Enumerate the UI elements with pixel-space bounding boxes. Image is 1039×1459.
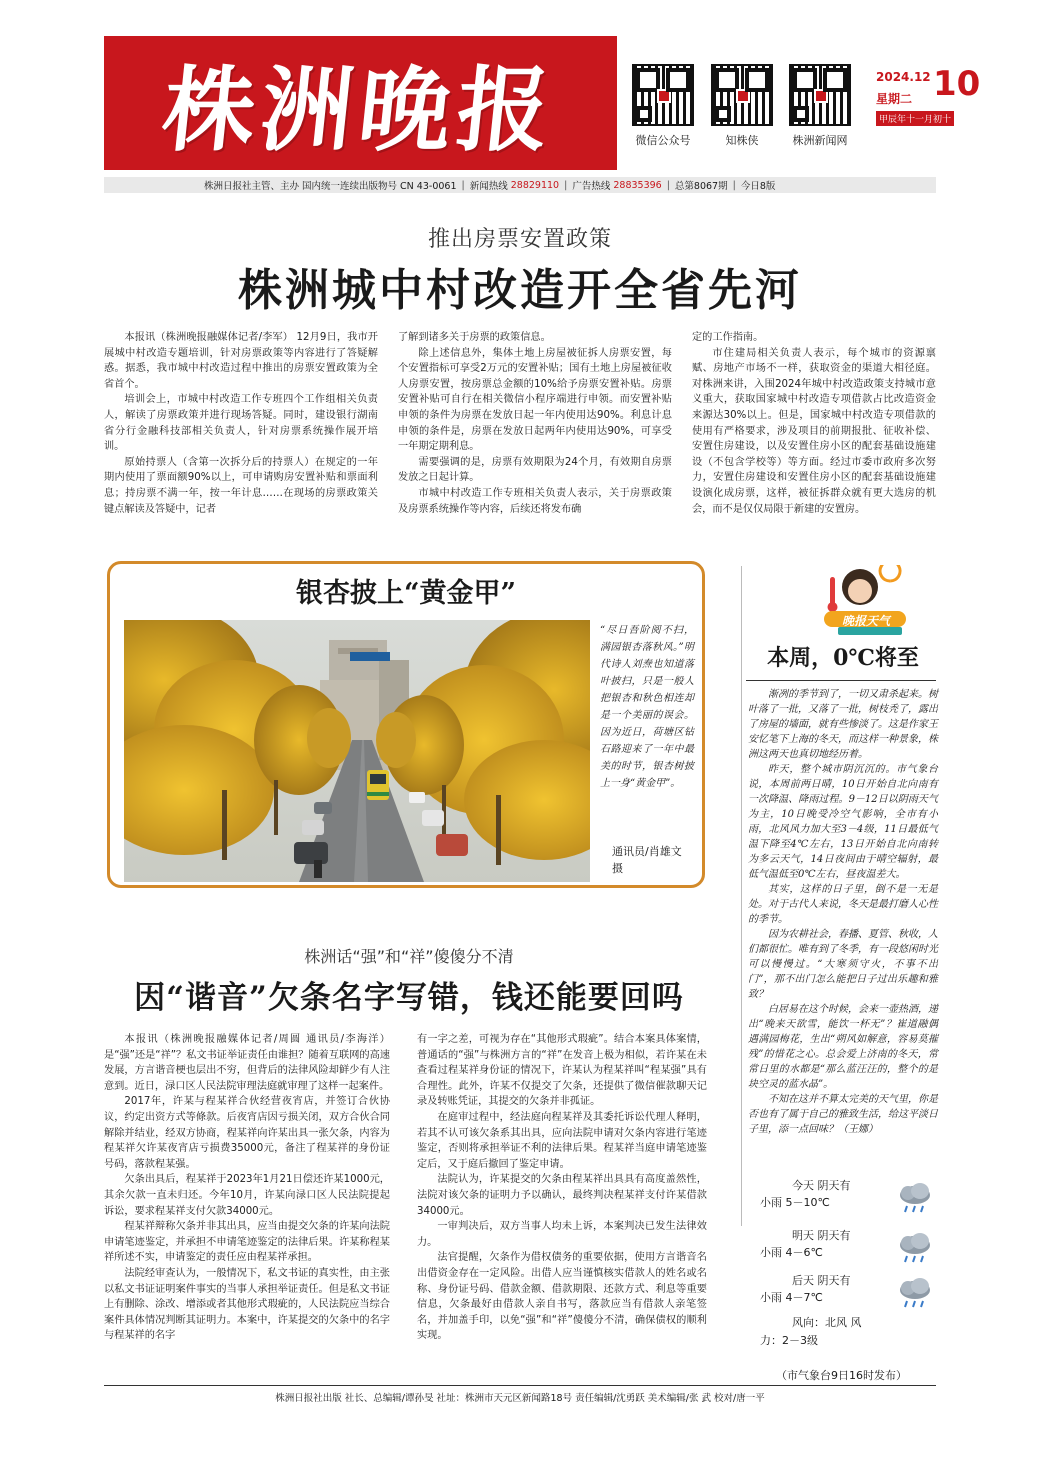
forecast-today — [760, 1177, 940, 1221]
lead-headline: 株洲城中村改造开全省先河 — [238, 265, 802, 316]
forecast-desc: 小雨 5－10℃ — [760, 1196, 830, 1209]
paragraph: 不知在这并不算太完美的天气里，你是否也有了属于自己的雅致生活，给这平淡日子里，添一点回味？（王娜） — [748, 1094, 938, 1135]
paragraph: 因为农耕社会，春播、夏管、秋收，人们都很忙。唯有到了冬季，有一段悠闲时光可以慢慢过。“大寒须守火，不事不出门”，那不出门怎么能把日子过出乐趣和雅致？ — [748, 929, 938, 1000]
paragraph: 原始持票人（含第一次拆分后的持票人）在规定的一年期内使用了票面额90%以上，可申请购房安置补贴和票面利息；持房票不满一年，按一年计息……在现场的房票政策关键点解读及答疑中，记者 — [104, 456, 378, 515]
paragraph: 了解到诸多关于房票的政策信息。 — [398, 332, 551, 343]
paragraph: 昨天，整个城市阴沉沉的。市气象台说，本周前两日晴，10日开始自北向南有一次降温、降雨过程。9－12日以阴雨天气为主，10日晚受冷空气影响，全市有小雨，北风风力加大至3－4级，11日最低气温下降至4℃左右，13日开始自北向南转为多云天气，14日夜间由于晴空辐射，最低气温低至0℃左右，昼夜温差大。 — [748, 764, 938, 880]
masthead-title: 株洲晚报 — [158, 56, 562, 164]
qr-label: 知株侠 — [725, 134, 759, 147]
lead-column-1 — [104, 330, 378, 520]
second-column-2 — [417, 1032, 707, 1380]
forecast-day-after — [760, 1272, 940, 1316]
lead-column-3 — [692, 330, 936, 520]
second-headline: 因“谐音”欠条名字写错，钱还能要回吗 — [134, 980, 684, 1016]
publisher-info: 株洲日报社主管、主办 国内统一连续出版物号 CN 43-0061 — [204, 181, 457, 192]
ginkgo-photo-illustration — [124, 620, 590, 882]
wind-force: 力：2－3级 — [760, 1334, 818, 1347]
date-weekday: 星期二 — [876, 92, 913, 106]
issue-date — [876, 64, 981, 126]
forecast-day: 明天 阴天有 — [792, 1229, 851, 1242]
ad-hotline: 28835396 — [613, 179, 662, 191]
date-lunar: 甲辰年十一月初十 — [876, 111, 954, 126]
qr-code-icon — [711, 64, 773, 126]
info-bar: 株洲日报社主管、主办 国内统一连续出版物号 CN 43-0061 | 新闻热线 28829110 | 广告热线 28835396 | 总第8067期 | 今日8版 — [104, 177, 936, 193]
weather-rule — [746, 680, 936, 681]
paragraph: 法院经审查认为，一般情况下，私文书证的真实性，由主张以私文书证证明案件事实的当事人承担举证责任。但是私文书证上有删除、涂改、增添或者其他形式瑕疵的，人民法院应当综合案件具体情况判断其证明力。本案中，许某提交的欠条中的名字与程某祥的名字 — [104, 1267, 390, 1342]
photo-feature-title: 银杏披上“黄金甲” — [295, 578, 517, 609]
qr-code-icon — [632, 64, 694, 126]
cloud-rain-icon — [895, 1274, 935, 1312]
ginkgo-street-photo — [124, 620, 590, 882]
lead-kicker: 推出房票安置政策 — [427, 227, 612, 252]
weather-title: 本周，0℃将至 — [767, 645, 919, 671]
paragraph: 有一字之差，可视为存在“其他形式瑕疵”。结合本案具体案情，普通话的“强”与株洲方言的“祥”在发音上极为相似，若许某在未查看过程某祥身份证的情况下，许某认为程某祥叫“程某强”具有合理性。此外，许某不仅提交了欠条，还提供了微信催款聊天记录及转账凭证，其提交的欠条并非孤证。 — [417, 1034, 707, 1108]
weather-badge — [808, 565, 920, 637]
cloud-rain-icon — [895, 1179, 935, 1217]
footer-rule — [104, 1385, 936, 1386]
qr-zhizhuxia[interactable] — [708, 64, 776, 148]
weather-essay — [748, 687, 938, 1137]
footer-imprint: 株洲日报社出版 社长、总编辑/谭孙旻 社址：株洲市天元区新闻路18号 责任编辑/沈勇跃 美术编辑/张 武 校对/唐一平 — [275, 1393, 765, 1404]
paragraph: 渐冽的季节到了，一切又肃杀起来。树叶落了一批，又落了一批，树枝秃了，露出了房屋的墙面，就有些惨淡了。这是作家王安忆笔下上海的冬天，而这样一种景象，株洲这两天也真切地经历着。 — [748, 689, 938, 760]
forecast-tomorrow — [760, 1227, 940, 1271]
paragraph: 市城中村改造工作专班相关负责人表示，关于房票政策及房票系统操作等内容，后续还将发布确 — [398, 487, 672, 515]
paragraph: 2017年，许某与程某祥合伙经营夜宵店，并签订合伙协议，约定出资方式等條款。后夜宵店因亏损关闭，双方合伙合同解除并结业，经双方协商，程某祥向许某出具一张欠条，内容为程某祥欠许某夜宵店亏损费35000元，备注了程某祥的身份证号码，落款程某强。 — [104, 1096, 390, 1170]
forecast-day: 今天 阴天有 — [792, 1179, 851, 1192]
page-count: 今日8版 — [740, 181, 776, 192]
paragraph: 本报讯（株洲晚报融媒体记者/周圆 通讯员/李海洋）是“强”还是“祥”？私文书证举证责任由谁担？随着互联网的高速发展，方言谐音梗也层出不穷，但背后的法律风险却鲜少有人注意到。近日，渌口区人民法院审理法庭就审理了这样一起案件。 — [104, 1034, 390, 1092]
masthead — [104, 36, 617, 170]
news-hotline: 28829110 — [510, 179, 560, 191]
paragraph: 定的工作指南。 — [692, 332, 764, 343]
paragraph: 程某祥辩称欠条并非其出具，应当由提交欠条的许某向法院申请笔迹鉴定，并承担不申请笔迹鉴定的法律后果。许某称程某祥所述不实，申请鉴定的责任应由程某祥承担。 — [104, 1221, 390, 1264]
paragraph: 在庭审过程中，经法庭向程某祥及其委托诉讼代理人释明，若其不认可该欠条系其出具，应向法院申请对欠条内容进行笔迹鉴定，否则将承担举证不利的法律后果。程某祥当庭申请笔迹鉴定后，又于庭后撤回了鉴定申请。 — [417, 1111, 707, 1170]
news-hotline-label: 新闻热线 — [469, 181, 508, 192]
second-column-1 — [104, 1032, 390, 1380]
paragraph: 法官提醒，欠条作为借权债务的重要依据，使用方言谐音名出借资金存在一定风险。出借人应当谨慎核实借款人的姓名或名称、身份证号码、借款金额、借款期限、还款方式、利息等重要信息，欠条最好由借款人亲自书写，落款应当有借款人亲笔签名，并加盖手印，以免“强”和“祥”傻傻分不清，确保债权的顺利实现。 — [417, 1252, 707, 1342]
paragraph: 法院认为，许某提交的欠条由程某祥出具具有高度盖然性，法院对该欠条的证明力予以确认，最终判决程某祥支付许某借款34000元。 — [417, 1174, 707, 1217]
forecast-desc: 小雨 4－7℃ — [760, 1291, 823, 1304]
wind-direction: 风向：北风 风 — [792, 1316, 862, 1329]
paragraph: 其实，这样的日子里，倒不是一无是处。对于古代人来说，冬天是最打磨人心性的季节。 — [748, 884, 938, 925]
qr-label: 株洲新闻网 — [792, 134, 848, 147]
paragraph: 本报讯（株洲晚报融媒体记者/李军） 12月9日，我市开展城中村改造专题培训，针对房票政策等内容进行了答疑解惑。据悉，我市城中村改造过程中推出的房票安置政策为全省首个。 — [104, 332, 378, 390]
paragraph: 一审判决后，双方当事人均未上诉，本案判决已发生法律效力。 — [417, 1221, 707, 1248]
photo-caption: “尽日吾阶阅不扫，满园银杏落秋风。”明代诗人刘焘也知道落叶披扫，只是一般人把银杏和秋色相连却是一个美丽的误会。因为近日，荷塘区钻石路迎来了一年中最美的时节，银杏树披上一身“黄金甲”。 — [600, 625, 694, 789]
paragraph: 培训会上，市城中村改造工作专班四个工作组相关负责人，解读了房票政策并进行现场答疑。同时，建设银行湖南省分行金融科技部相关负责人，针对房票系统操作展开培训。 — [104, 394, 378, 453]
forecast-day: 后天 阴天有 — [792, 1274, 851, 1287]
paragraph: 需要强调的是，房票有效期限为24个月，有效期自房票发放之日起计算。 — [398, 456, 672, 484]
date-year-month: 2024.12 — [876, 70, 931, 84]
ad-hotline-label: 广告热线 — [572, 181, 611, 192]
forecast-issued: （市气象台9日16时发布） — [776, 1369, 907, 1382]
paragraph: 白居易在这个时候，会来一壶热酒，递出“晚来天欲雪，能饮一杯无”？崔道融偶遇满园梅花，生出“朔风如解意，容易莫摧残”的惜花之心。总会爱上济南的冬天，常常日里的水都是“那么蓝汪汪的，整个的是块空灵的蓝水晶”。 — [748, 1004, 938, 1090]
date-day: 10 — [933, 64, 981, 104]
paragraph: 除上述信息外，集体土地上房屋被征拆人房票安置，每个安置指标可享受2万元的安置补贴；国有土地上房屋被征收人房票安置，按房票总金额的10%给予房票安置补贴。房票安置补贴可自行在相关微信小程序端进行申领。而安置补贴申领的条件为房票在发放日起一年内使用达90%。利息计息申领的条件是，房票在发放日起两年内使用达90%，可享受一年期定期利息。 — [398, 347, 672, 453]
wind-info — [760, 1314, 940, 1350]
issue-number: 总第8067期 — [674, 181, 728, 192]
cloud-rain-icon — [895, 1229, 935, 1267]
qr-code-icon — [789, 64, 851, 126]
paragraph: 市住建局相关负责人表示，每个城市的资源禀赋、房地产市场不一样，获取资金的渠道大相径庭。对株洲来讲，入围2024年城中村改造政策支持城市意义重大，获取国家城中村改造专项借款占比改造资金来源达30%以上。但是，国家城中村改造专项借款的使用有严格要求，涉及项目的前期报批、征收补偿、安置住房建设，以及安置住房小区的配套基础设施建设（不包含学校等）等方面。经过市委市政府多次努力，安置住房建设和安置住房小区的配套基础设施建设演化成房票，这样，被征拆群众就有更大选房的机会，而不是仅仅局限于新建的安置房。 — [692, 347, 936, 515]
second-kicker: 株洲话“强”和“祥”傻傻分不清 — [304, 947, 514, 966]
forecast-desc: 小雨 4－6℃ — [760, 1246, 823, 1259]
weather-badge-label: 晚报天气 — [841, 614, 890, 628]
lead-column-2 — [398, 330, 672, 520]
qr-news-site[interactable] — [786, 64, 854, 148]
qr-label: 微信公众号 — [635, 134, 691, 147]
qr-wechat[interactable] — [629, 64, 697, 148]
paragraph: 欠条出具后，程某祥于2023年1月21日偿还许某1000元，其余欠款一直未归还。今年10月，许某向渌口区人民法院提起诉讼，要求程某祥支付欠款34000元。 — [104, 1174, 390, 1217]
photo-credit: 通讯员/肖雄文 摄 — [612, 845, 682, 875]
